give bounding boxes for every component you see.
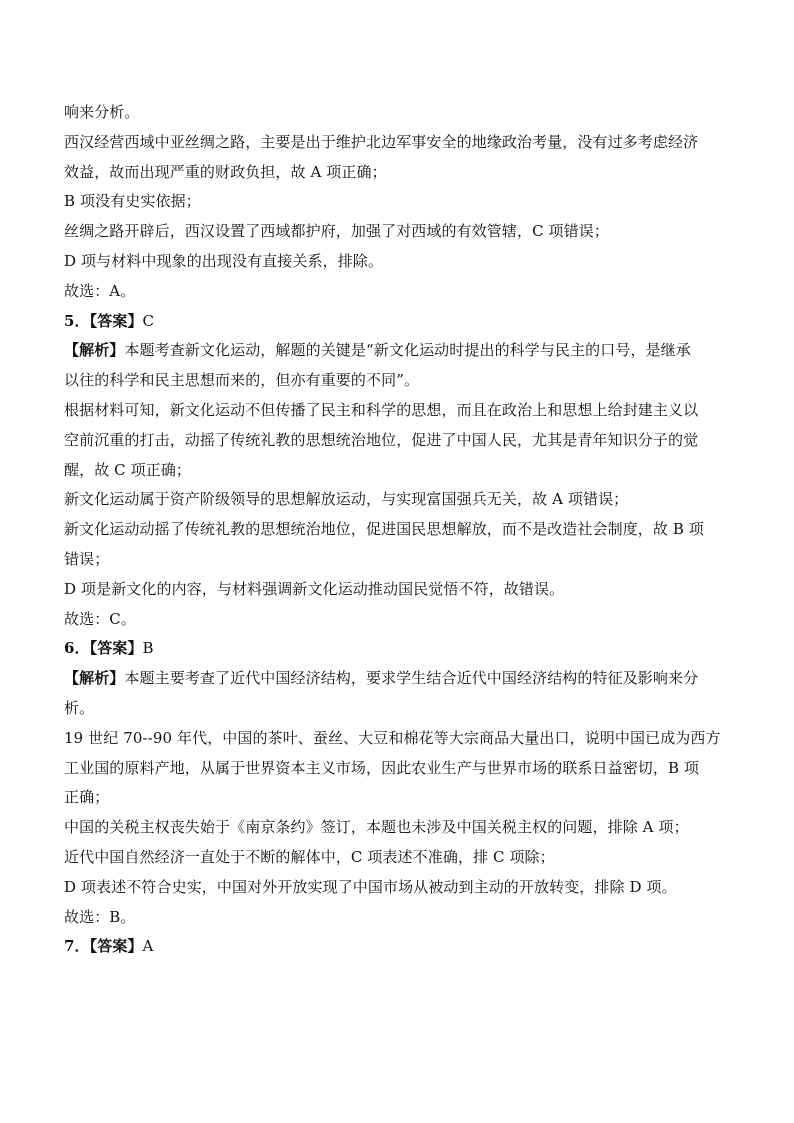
text-line: 醒，故 C 项正确； [64, 460, 192, 479]
analysis-line [64, 336, 744, 366]
question-number: 6． [64, 639, 90, 658]
answer-line [64, 307, 744, 337]
text-line: 故选：B。 [64, 907, 136, 926]
answer-value: B [142, 639, 154, 658]
analysis-tag: 【解析】 [64, 341, 125, 360]
answer-tag: 【答案】 [89, 639, 143, 658]
text-line: 新文化运动动摇了传统礼教的思想统治地位，促进国民思想解放，而不是改造社会制度，故 B 项 [64, 520, 704, 539]
text-line: D 项与材料中现象的出现没有直接关系，排除。 [64, 251, 383, 270]
document-body [64, 98, 744, 962]
question-number: 5． [64, 311, 90, 330]
text-line: D 项表述不符合史实，中国对外开放实现了中国市场从被动到主动的开放转变，排除 D 项。 [64, 877, 677, 896]
analysis-line [64, 664, 744, 694]
text-line: 空前沉重的打击，动摇了传统礼教的思想统治地位，促进了中国人民，尤其是青年知识分子的觉 [64, 430, 699, 449]
answer-line [64, 932, 744, 962]
answer-value: A [142, 937, 154, 956]
text-line: 以往的科学和民主思想而来的，但亦有重要的不同”。 [64, 371, 420, 390]
text-line: 新文化运动属于资产阶级领导的思想解放运动，与实现富国强兵无关，故 A 项错误； [64, 490, 629, 509]
text-line: 响来分析。 [64, 103, 140, 121]
answer-value: C [142, 311, 155, 330]
analysis-tag: 【解析】 [64, 669, 125, 688]
text-line: 正确； [64, 788, 110, 807]
text-line: 丝绸之路开辟后，西汉设置了西域都护府，加强了对西域的有效管辖，C 项错误； [64, 222, 609, 241]
text-line: 工业国的原料产地，从属于世界资本主义市场，因此农业生产与世界市场的联系日益密切，B 项 [64, 758, 700, 777]
text-line: 析。 [64, 698, 95, 717]
text-line: 19 世纪 70--90 年代，中国的茶叶、蚕丝、大豆和棉花等大宗商品大量出口，说明中国已成为西方 [64, 728, 721, 747]
question-number: 7． [64, 937, 90, 956]
analysis-text: 本题主要考查了近代中国经济结构，要求学生结合近代中国经济结构的特征及影响来分 [124, 669, 699, 688]
answer-line [64, 634, 744, 664]
answer-tag: 【答案】 [89, 937, 143, 956]
text-line: 根据材料可知，新文化运动不但传播了民主和科学的思想，而且在政治上和思想上给封建主义以 [64, 400, 699, 419]
text-line: 效益，故而出现严重的财政负担，故 A 项正确； [64, 162, 387, 181]
text-line: 故选：C。 [64, 609, 136, 628]
analysis-text: 本题考查新文化运动，解题的关键是“新文化运动时提出的科学与民主的口号，是继承 [124, 341, 691, 360]
text-line: 近代中国自然经济一直处于不断的解体中，C 项表述不准确，排 C 项除； [64, 847, 555, 866]
text-line: 故选：A。 [64, 281, 136, 300]
text-line: B 项没有史实依据； [64, 192, 201, 211]
answer-tag: 【答案】 [89, 311, 143, 330]
text-line: D 项是新文化的内容，与材料强调新文化运动推动国民觉悟不符，故错误。 [64, 579, 565, 598]
text-line: 西汉经营西域中亚丝绸之路，主要是出于维护北边军事安全的地缘政治考量，没有过多考虑经济 [64, 132, 699, 151]
text-line: 错误； [64, 549, 110, 568]
text-line: 中国的关税主权丧失始于《南京条约》签订，本题也未涉及中国关税主权的问题，排除 A 项； [64, 818, 689, 837]
